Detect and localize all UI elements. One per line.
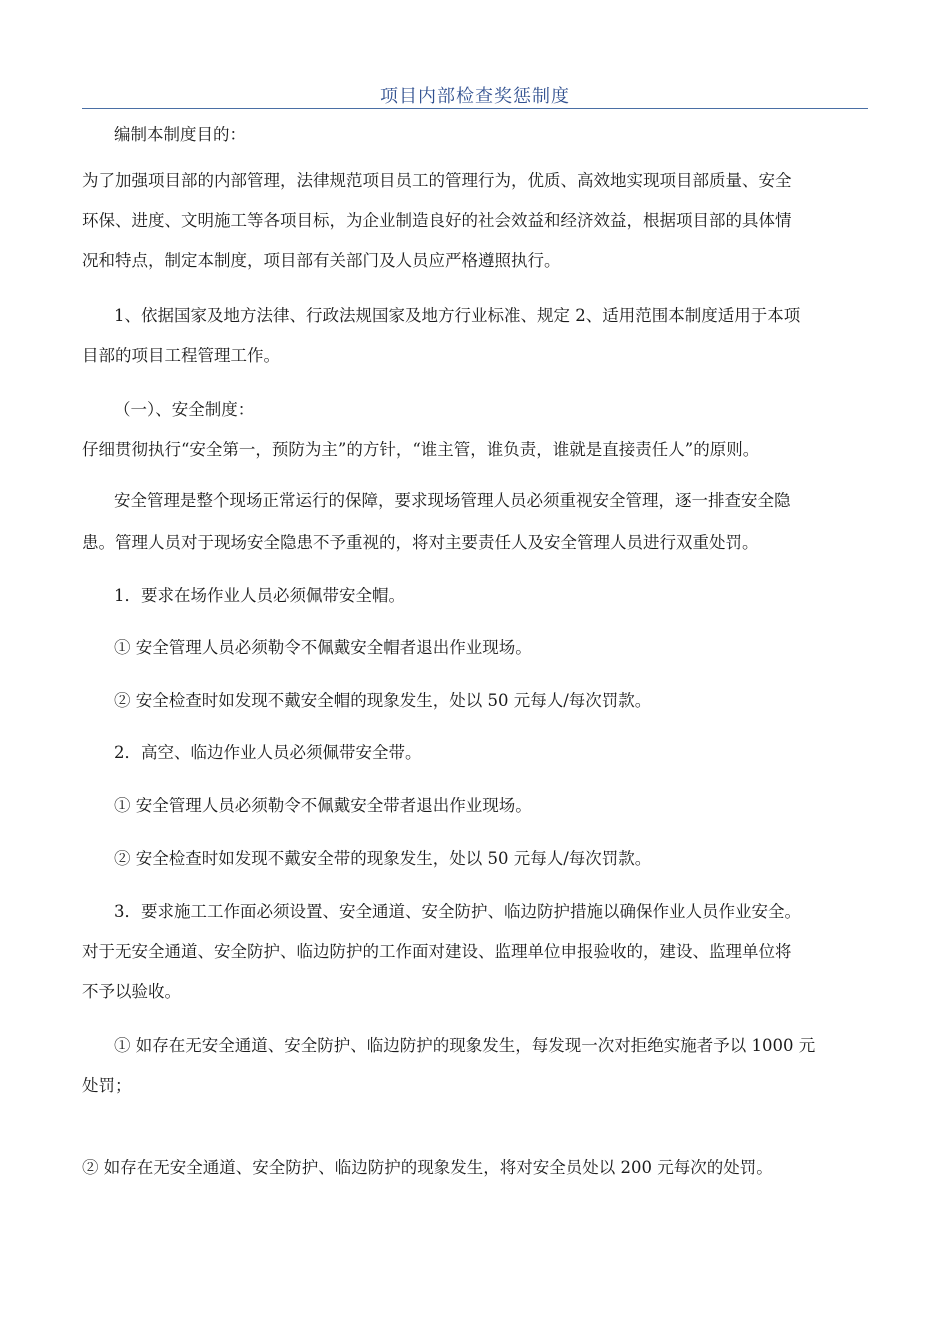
- header-divider: [82, 108, 868, 109]
- paragraph-line: 为了加强项目部的内部管理，法律规范项目员工的管理行为，优质、高效地实现项目部质量、安全: [82, 171, 792, 190]
- list-item: ① 安全管理人员必须勒令不佩戴安全帽者退出作业现场。: [114, 638, 532, 657]
- paragraph-line: 患。管理人员对于现场安全隐患不予重视的，将对主要责任人及安全管理人员进行双重处罚。: [82, 533, 759, 552]
- list-item: ② 如存在无安全通道、安全防护、临边防护的现象发生，将对安全员处以 200 元每次的处罚。: [82, 1158, 773, 1177]
- list-item: ① 如存在无安全通道、安全防护、临边防护的现象发生，每发现一次对拒绝实施者予以 1000 元: [114, 1036, 816, 1055]
- paragraph-line: 仔细贯彻执行“安全第一，预防为主”的方针，“谁主管，谁负责，谁就是直接责任人”的原则。: [82, 440, 760, 459]
- paragraph-line: 1、依据国家及地方法律、行政法规国家及地方行业标准、规定 2、适用范围本制度适用于本项: [114, 306, 801, 325]
- paragraph-line: 安全管理是整个现场正常运行的保障，要求现场管理人员必须重视安全管理，逐一排查安全隐: [114, 491, 791, 510]
- purpose-heading: 编制本制度目的：: [114, 125, 246, 144]
- paragraph-line: 处罚；: [82, 1076, 132, 1095]
- list-item: ② 安全检查时如发现不戴安全带的现象发生，处以 50 元每人/每次罚款。: [114, 849, 652, 868]
- list-item: ② 安全检查时如发现不戴安全帽的现象发生，处以 50 元每人/每次罚款。: [114, 691, 652, 710]
- paragraph-line: 目部的项目工程管理工作。: [82, 346, 280, 365]
- section-heading: （一）、安全制度：: [114, 400, 255, 419]
- list-item: 2．高空、临边作业人员必须佩带安全带。: [114, 743, 422, 762]
- paragraph-line: 环保、进度、文明施工等各项目标，为企业制造良好的社会效益和经济效益，根据项目部的具体情: [82, 211, 792, 230]
- document-title: 项目内部检查奖惩制度: [380, 86, 570, 107]
- list-item: 1．要求在场作业人员必须佩带安全帽。: [114, 586, 405, 605]
- paragraph-line: 况和特点，制定本制度，项目部有关部门及人员应严格遵照执行。: [82, 251, 561, 270]
- paragraph-line: 对于无安全通道、安全防护、临边防护的工作面对建设、监理单位申报验收的，建设、监理单位将: [82, 942, 792, 961]
- list-item: 3．要求施工工作面必须设置、安全通道、安全防护、临边防护措施以确保作业人员作业安全。: [114, 902, 801, 921]
- paragraph-line: 不予以验收。: [82, 982, 181, 1001]
- list-item: ① 安全管理人员必须勒令不佩戴安全带者退出作业现场。: [114, 796, 532, 815]
